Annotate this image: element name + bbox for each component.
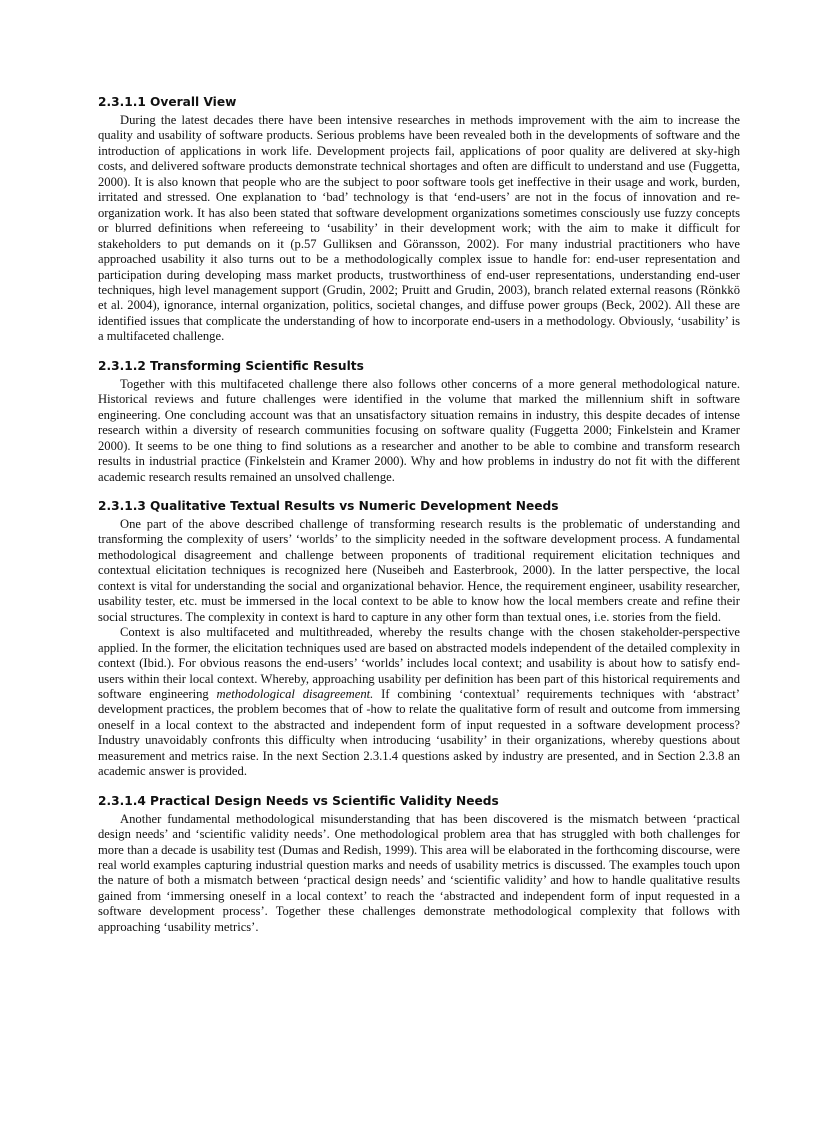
text-run: If combining ‘contextual’ requirements techniques with ‘abstract’ development practices, the problem becomes that of -how to relate the qualitative form of result and outcome from immersing oneself in a local context to the abstracted and independent form of input requested in a software development process? Industry unavoidably confronts this difficulty when introducing ‘usability’ in their organizations, whereby questions about measurement and metrics raise. In the next Section 2.3.1.4 questions asked by industry are presented, and in Section 2.3.8 an academic answer is provided.: [98, 686, 741, 779]
emphasized-term: methodological disagreement.: [216, 686, 374, 701]
section-qualitative-vs-numeric: [98, 498, 740, 780]
text-run: Context is also multifaceted and multithreaded, whereby the results change with the chosen stakeholder-perspective applied. In the former, the elicitation techniques used are based on abstracted models independent of the detailed complexity in context (Ibid.). For obvious reasons the end-users’ ‘worlds’ includes local context; and usability is about how to satisfy end-users within their local context. Whereby, approaching usability per definition has been part of this historical requirements and software engineering: [98, 625, 740, 701]
paragraph: Together with this multifaceted challenge there also follows other concerns of a more general methodological nature. Historical reviews and future challenges were identified in the volume that marked the millennium shift in software engineering. One concluding account was that an unsatisfactory situation remains in industry, this despite decades of intense research within a diversity of research communities focusing on software quality (Fuggetta 2000; Finkelstein and Kramer 2000). It seems to be one thing to find solutions as a researcher and another to be able to combine and transform research results in industrial practice (Finkelstein and Kramer 2000). Why and how problems in industry do not fit with the different academic research results remained an unsolved challenge.: [98, 376, 740, 484]
section-heading: 2.3.1.4 Practical Design Needs vs Scientific Validity Needs: [98, 793, 499, 808]
paragraph: [98, 625, 740, 780]
section-overall-view: [98, 94, 740, 345]
paragraph: During the latest decades there have been intensive researches in methods improvement with the aim to increase the quality and usability of software products. Serious problems have been revealed both in the developments of software and the introduction of applications in work life. Development projects fail, applications of poor quality are delivered at sky-high costs, and delivered software products demonstrate technical shortages and often are difficult to understand and use (Fuggetta, 2000). It is also known that people who are the subject to poor software tools get ineffective in their usage and work, burden, irritated and stressed. One explanation to ‘bad’ technology is that ‘end-users’ are not in the focus of innovation and re-organization work. It has also been stated that software development organizations sometimes consciously use fuzzy concepts or blurred definitions when refereeing to ‘usability’ in their development work; with the aim to make it difficult for stakeholders to put demands on it (p.57 Gulliksen and Göransson, 2002). For many industrial practitioners who have approached usability it also turns out to be a methodologically complex issue to handle for: end-user representation and participation during developing mass market products, trustworthiness of end-user representations, understanding end-user techniques, high level management support (Grudin, 2002; Pruitt and Grudin, 2003), branch related external reasons (Rönkkö et al. 2004), ignorance, internal organization, politics, societal changes, and diffuse power groups (Beck, 2002). All these are identified issues that complicate the understanding of how to incorporate end-users in a methodology. Obviously, ‘usability’ is a multifaceted challenge.: [98, 113, 740, 344]
paragraph: One part of the above described challenge of transforming research results is the problematic of understanding and transforming the complexity of users’ ‘worlds’ to the simplicity needed in the software development process. A fundamental methodological disagreement and challenge between proponents of traditional requirement elicitation techniques and contextual elicitation techniques is recognized here (Nuseibeh and Easterbrook, 2000). In the latter perspective, the local context is vital for understanding the social and organizational behavior. Hence, the requirement engineer, usability researcher, usability tester, etc. must be immersed in the local context to be able to know how the local members create and refine their social structures. The complexity in context is hard to capture in any other form than textual ones, i.e. stories from the field.: [98, 516, 740, 624]
section-heading: 2.3.1.2 Transforming Scientific Results: [98, 358, 364, 373]
paragraph: Another fundamental methodological misunderstanding that has been discovered is the mismatch between ‘practical design needs’ and ‘scientific validity needs’. One methodological problem area that has struggled with both challenges for more than a decade is usability test (Dumas and Redish, 1999). This area will be elaborated in the forthcoming discourse, were real world examples capturing industrial question marks and needs of usability metrics is discussed. The examples touch upon the nature of both a mismatch between ‘practical design needs’ and ‘scientific validity’ and how to handle qualitative results gained from ‘immersing oneself in a local context’ to reach the ‘abstracted and independent form of input requested in a software development process’. Together these challenges demonstrate methodological complexity that follows with approaching ‘usability metrics’.: [98, 811, 740, 934]
section-transforming-scientific-results: [98, 358, 740, 485]
section-heading: 2.3.1.3 Qualitative Textual Results vs Numeric Development Needs: [98, 498, 559, 513]
section-heading: 2.3.1.1 Overall View: [98, 95, 237, 109]
section-practical-vs-scientific: [98, 793, 740, 936]
document-page: [98, 94, 740, 948]
